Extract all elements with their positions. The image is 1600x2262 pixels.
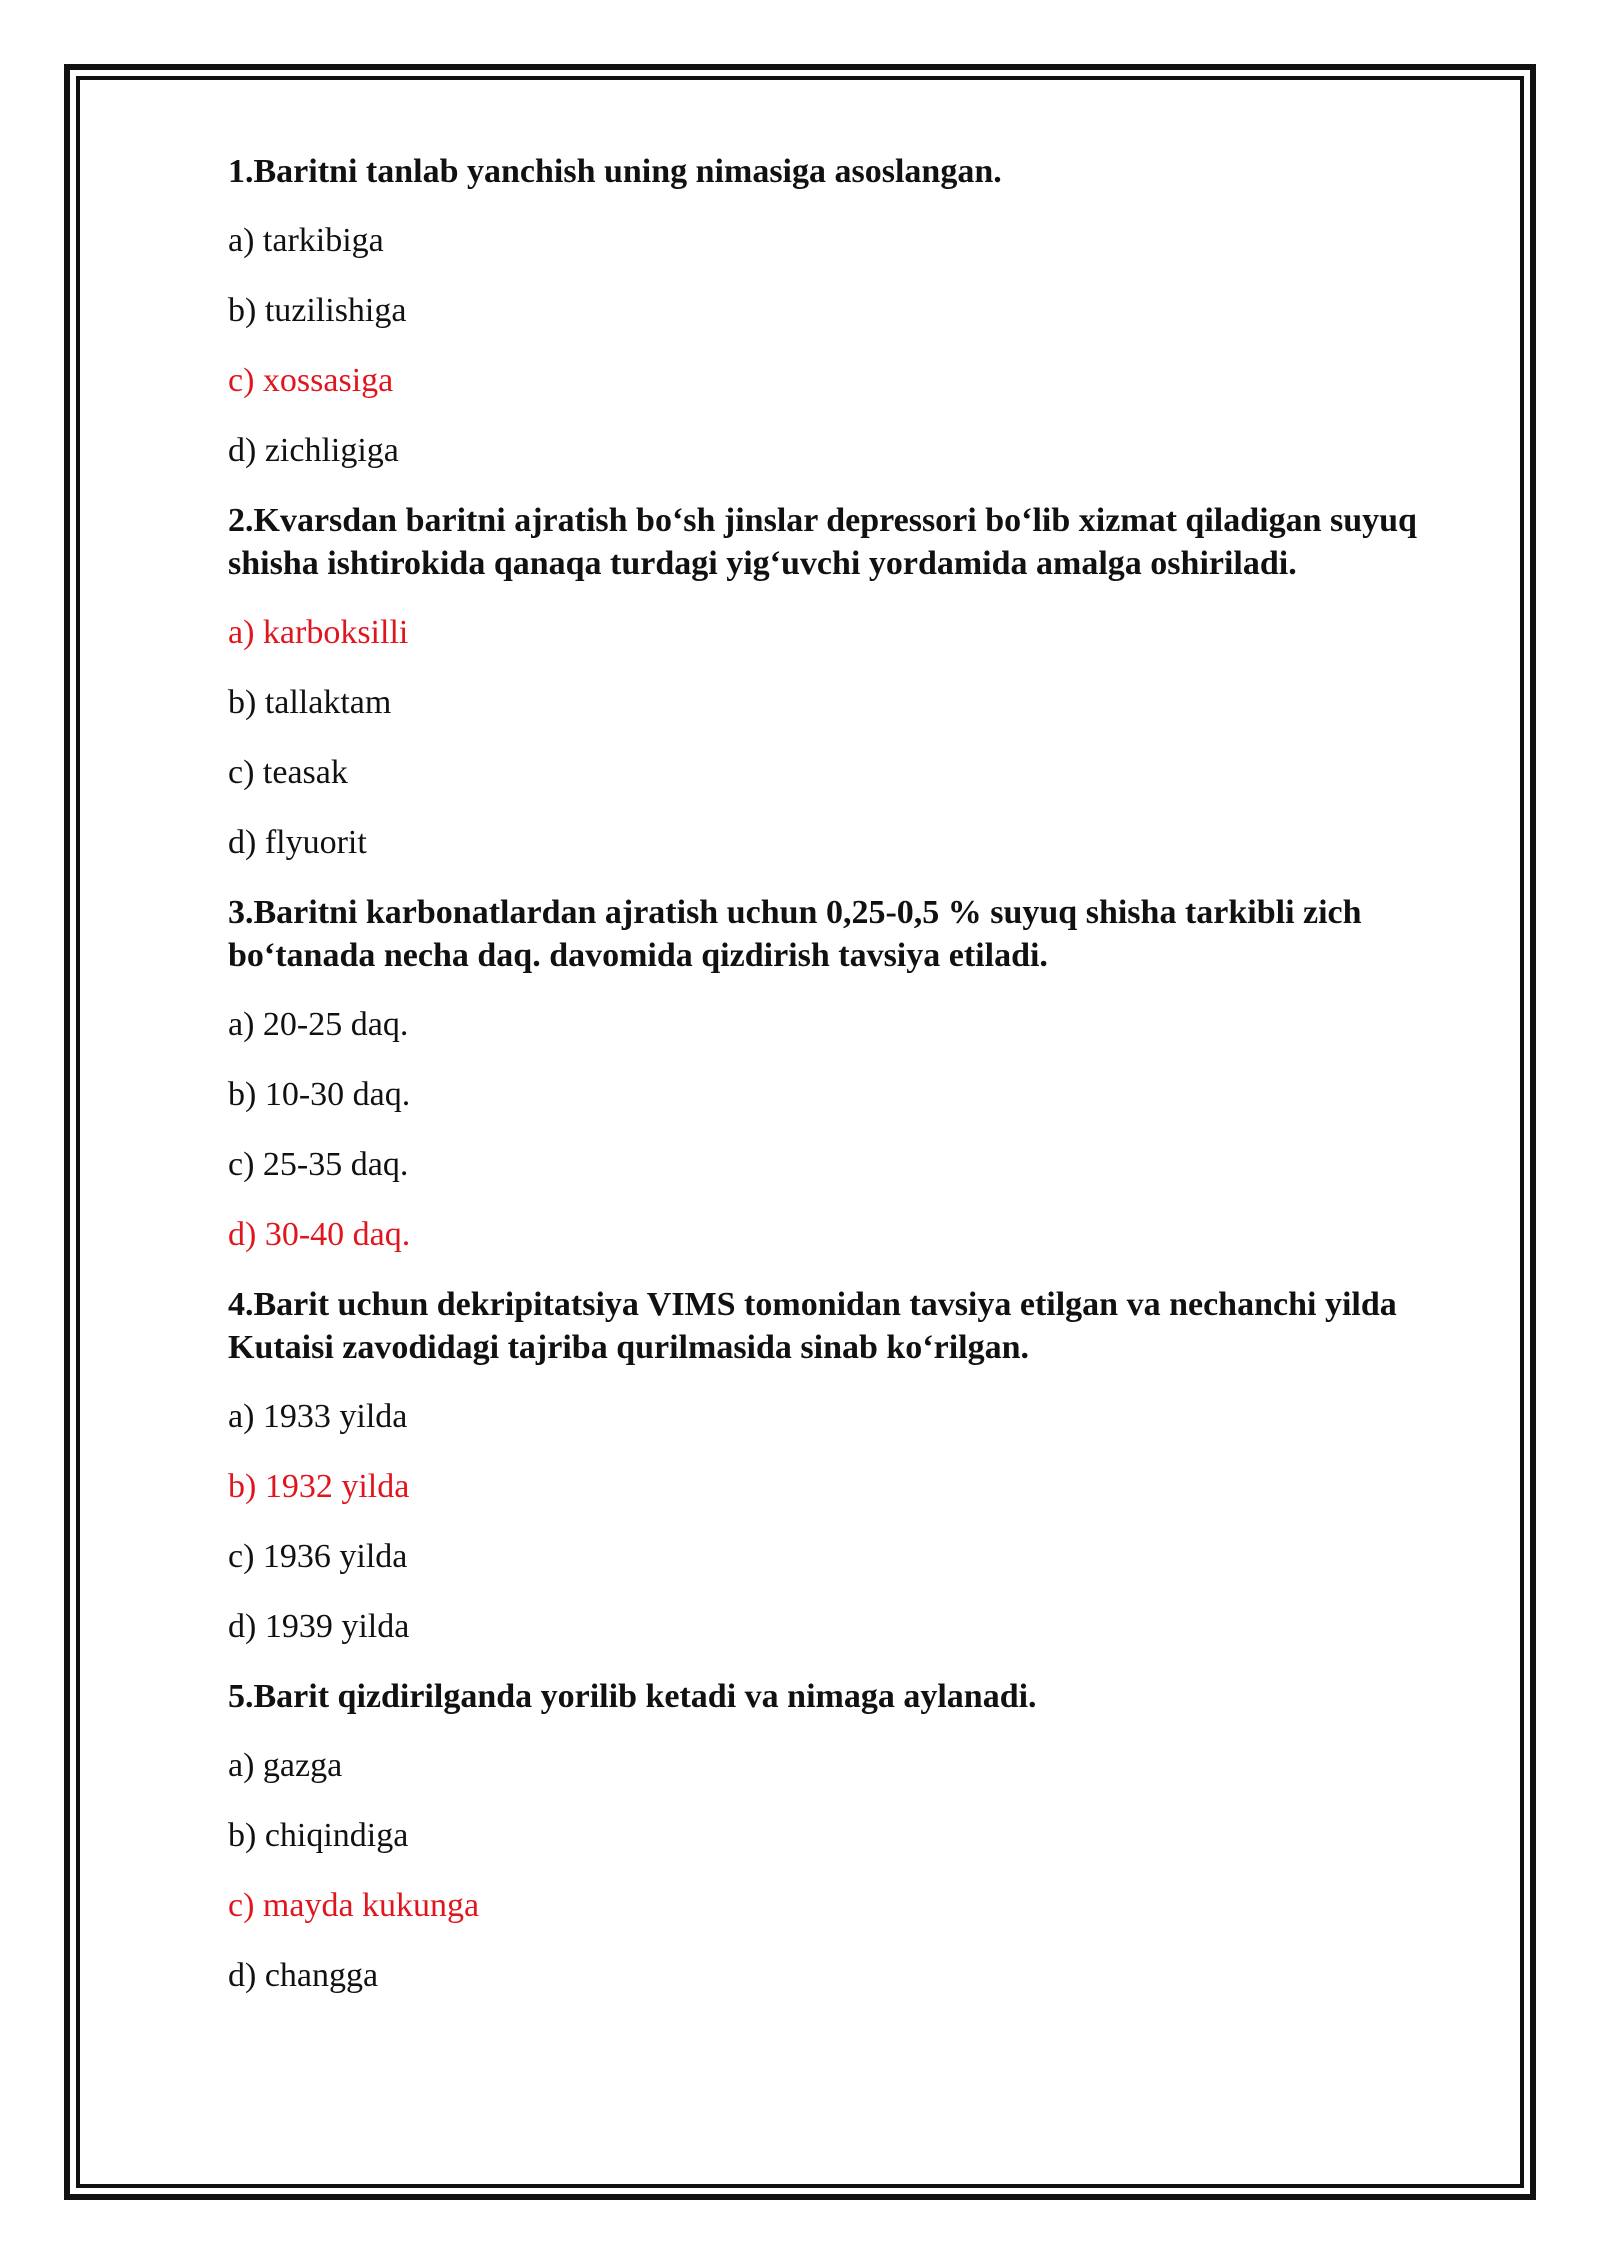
question-block bbox=[228, 150, 1490, 473]
answer-option: b) chiqindiga bbox=[228, 1817, 409, 1854]
correct-answer-option: c) xossasiga bbox=[228, 362, 394, 399]
question-block bbox=[228, 499, 1490, 865]
answer-option: a) 1933 yilda bbox=[228, 1398, 408, 1435]
correct-answer-option: d) 30-40 daq. bbox=[228, 1216, 411, 1253]
question-block bbox=[228, 891, 1490, 1257]
answer-option: b) tallaktam bbox=[228, 684, 392, 721]
question-text: 5.Barit qizdirilganda yorilib ketadi va nimaga aylanadi. bbox=[228, 1678, 1037, 1715]
correct-answer-option: c) mayda kukunga bbox=[228, 1887, 480, 1924]
answer-option: a) 20-25 daq. bbox=[228, 1006, 409, 1043]
quiz-content bbox=[228, 150, 1490, 2024]
answer-option: c) 1936 yilda bbox=[228, 1538, 408, 1575]
answer-option: d) 1939 yilda bbox=[228, 1608, 410, 1645]
correct-answer-option: a) karboksilli bbox=[228, 614, 409, 651]
question-block bbox=[228, 1675, 1490, 1998]
question-text: 1.Baritni tanlab yanchish uning nimasiga asoslangan. bbox=[228, 153, 1002, 190]
question-block bbox=[228, 1283, 1490, 1649]
answer-option: c) teasak bbox=[228, 754, 348, 791]
answer-option: d) changga bbox=[228, 1957, 379, 1994]
answer-option: a) tarkibiga bbox=[228, 222, 384, 259]
answer-option: a) gazga bbox=[228, 1747, 343, 1784]
answer-option: b) tuzilishiga bbox=[228, 292, 407, 329]
correct-answer-option: b) 1932 yilda bbox=[228, 1468, 410, 1505]
question-text: 3.Baritni karbonatlardan ajratish uchun 0,25-0,5 % suyuq shisha tarkibli zich bo‘tanada necha daq. davomida qizdirish tavsiya etiladi. bbox=[228, 894, 1362, 974]
answer-option: d) zichligiga bbox=[228, 432, 399, 469]
answer-option: c) 25-35 daq. bbox=[228, 1146, 409, 1183]
question-text: 4.Barit uchun dekripitatsiya VIMS tomonidan tavsiya etilgan va nechanchi yilda Kutaisi zavodidagi tajriba qurilmasida sinab ko‘rilgan. bbox=[228, 1286, 1397, 1366]
answer-option: d) flyuorit bbox=[228, 824, 367, 861]
question-text: 2.Kvarsdan baritni ajratish bo‘sh jinslar depressori bo‘lib xizmat qiladigan suyuq shisha ishtirokida qanaqa turdagi yig‘uvchi yordamida amalga oshiriladi. bbox=[228, 502, 1417, 582]
answer-option: b) 10-30 daq. bbox=[228, 1076, 411, 1113]
